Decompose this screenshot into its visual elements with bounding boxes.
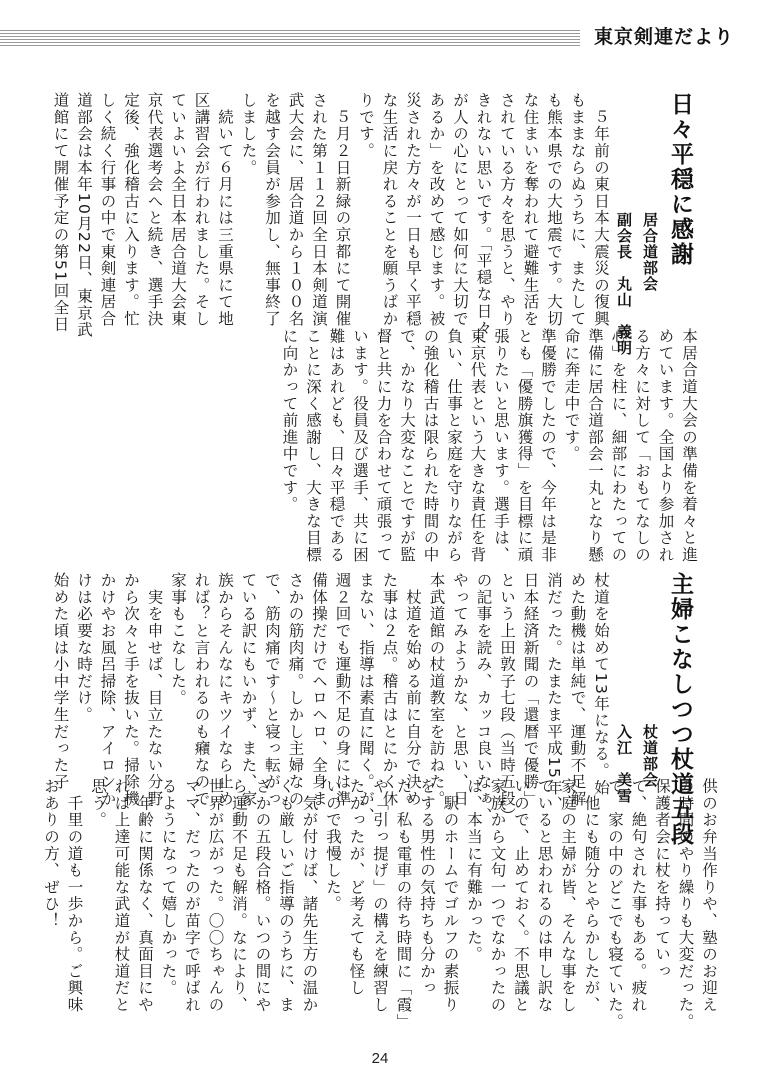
text-line: をする男性の気持ちも分かっ [418,778,436,997]
text-line: しました。 [239,92,258,176]
text-line: 千里の道も一歩から。ご興味 [65,778,84,1014]
text-line: 杖道を始めて13年になる。始 [592,572,610,796]
text-line: ことに深く感謝し、大きな目標 [304,328,322,564]
text-line: れば上達可能な武道が杖道だと [112,778,131,1014]
text-line: 負い、仕事と家庭を守りながら [445,328,463,564]
text-line: る方々に対して「おもてなしの [633,328,651,564]
article2-byline-dept: 杖道部会 [641,724,659,788]
article1-byline-name: 副会長 丸山 義明 [615,212,633,356]
text-line: の記事を読み、カッコ良いなぁ、 [474,572,493,824]
article2-byline-name: 入江 美雪 [615,724,633,804]
text-line: 準優勝でしたので、今年は是非 [539,328,557,564]
text-line: 難はあれども、日々平穏である [327,328,346,564]
text-line: 家族から文句一つでなかったの [488,778,507,1014]
text-line: います。役員及び選手、共に困 [351,328,369,564]
text-line: が人の心にとって如何に大切で [451,92,469,328]
text-line: あるか」を改めて感じます。被 [427,92,446,328]
text-line: で、筋肉痛です〜と寝っ転がっ [263,572,281,808]
text-line: しく続く行事の中で東剣連居合 [98,92,117,328]
article1-byline-dept: 居合道部会 [641,212,659,292]
text-line: 京代表選考会へと続き、選手決 [145,92,164,328]
text-line: 道館にて開催予定の第51回全日 [51,92,70,333]
text-line: 区講習会が行われました。そし [192,92,211,328]
text-line: 年齢に関係なく、真面目にや [136,778,154,1014]
text-line: て、家の中のどこでも寝ていた。 [606,778,624,1030]
text-line: ５年前の東日本大震災の復興 [592,92,610,328]
page-number: 24 [371,1050,389,1067]
text-line: た事は２点。稽古はとにかく休 [380,572,399,808]
text-line: 本武道館の杖道教室を訪ねた。 [427,572,446,808]
text-line: は、本当に有難かった。 [465,778,483,963]
text-line: 家事もこなした。 [169,572,187,707]
text-line: 備体操だけでヘロヘロ、全身ま [310,572,328,808]
text-line: さかの五段合格。いつの間にや [253,778,272,1014]
text-line: 準備に居合道部会一丸となり懸 [586,328,604,564]
text-line: 思う。 [89,778,107,829]
text-line: 始めた頃は小中学生だった子 [51,572,70,791]
text-line: 他にも随分とやらかしたが、 [582,778,601,1014]
text-line: 気が付けば、諸先生方の温か [300,778,319,1014]
text-line: から次々と手を抜いた。掃除機 [122,572,140,808]
text-line: 災された方々が一日も早く平穏 [404,92,422,328]
text-line: 東京代表という大きな責任を背 [468,328,487,564]
text-line: 張りたいと思います。選手は、 [492,328,510,564]
text-line: な生活に戻れることを願うばか [380,92,399,328]
text-line: 続いて６月には三重県にて地 [216,92,234,328]
text-line: たかったが、ど考えても怪し [347,778,366,997]
text-line: 命に奔走中です。 [562,328,581,463]
text-line: やってみようかな、と思い、日 [451,572,469,808]
text-line: いので、止めておく。不思議と [512,778,530,1014]
text-line: 供のお弁当作りや、塾のお迎え [700,778,718,1014]
text-line: ママ、だったのが苗字で呼ばれ [183,778,201,1014]
text-line: 督と共に力を合わせて頑張って [374,328,393,564]
text-line: ていると思われるのは申し訳な [535,778,554,1014]
text-line: や「引っ提げ」の構えを練習し [371,778,389,1014]
text-line: を越す会員が参加し、無事終了 [263,92,281,328]
text-line: るようになって嬉しかった。 [159,778,178,997]
article1-title: 日々平穏に感謝 [667,92,693,267]
text-line: 消だった。たまたま平成15年、 [545,572,563,813]
text-line: で、かなり大変なことですが監 [398,328,416,564]
text-line: ていよいよ全日本居合道大会東 [169,92,187,328]
text-line: 週２回でも運動不足の身には準 [333,572,352,808]
text-line: 実を申せば、目立たない分野 [145,572,164,808]
text-line: 道部会は本年10月22日、東京武 [75,92,93,339]
text-line: ている訳にもいかず、また、家 [239,572,258,808]
header-rule-lines [0,30,580,46]
text-line: れば？と言われるのも癪なので [192,572,211,808]
text-line: きれない思いです。「平穏な日々 [474,92,493,337]
text-line: 杖道を始める前に自分で決め [404,572,422,808]
text-line: めています。全国より参加され [656,328,675,564]
text-line: 保護者会に杖を持っていっ [653,778,671,980]
text-line: 武大会に、居合道から１００名 [286,92,305,328]
text-line: 族からそんなにキツイなら止め [216,572,234,808]
text-line: 駅のホームでゴルフの素振り [441,778,460,1014]
text-line: 日本経済新聞の「還暦で優勝」 [521,572,540,808]
text-line: けは必要な時だけ。 [75,572,93,724]
text-line: に向かって前進中です。 [280,328,299,513]
text-line: の強化稽古は限られた時間の中 [421,328,440,564]
text-line: も熊本県での大地震です。大切 [545,92,563,328]
text-line: ら運動不足も解消。なにより、 [230,778,248,1014]
text-line: た。私も電車の待ち時間に「霞」 [394,778,413,1030]
text-line: かけやお風呂掃除、アイロンか [98,572,117,808]
text-line: て、絶句された事もある。疲れ [629,778,648,1014]
text-line: の時間のやり繰りも大変だった。 [676,778,695,1030]
text-line: りです。 [357,92,375,160]
text-line: 本居合道大会の準備を着々と進 [680,328,698,564]
text-line: されている方々を思うと、やり [498,92,516,328]
text-line: 家庭の主婦が皆、そんな事をし [559,778,577,1014]
text-line: された第１１２回全日本剣道演 [310,92,328,328]
text-line: さかの筋肉痛。しかし主婦なの [286,572,305,808]
article1-column-bottom [280,328,700,564]
article2-title: 主婦こなしつつ杖道五段 [667,572,693,847]
text-line: 定後、強化稽古に入ります。忙 [122,92,140,328]
text-line: おありの方、ぜひ！ [42,778,60,930]
text-line: 心」を柱に、細部にわたっての [609,328,628,564]
text-line: という上田敦子七段（当時五段） [498,572,516,824]
text-line: くも厳しいご指導のうちに、ま [277,778,295,1014]
text-line: いので我慢した。 [324,778,342,913]
newsletter-title: 東京剣連だより [594,26,735,48]
text-line: めた動機は単純で、運動不足解 [568,572,587,808]
text-line: もままならぬうちに、またして [568,92,587,328]
text-line: 世界が広がった。〇〇ちゃんの [206,778,225,1014]
article2-column-bottom [20,778,720,1030]
text-line: ５月２日新緑の京都にて開催 [333,92,352,328]
text-line: とも「優勝旗獲得」を目標に頑 [515,328,534,564]
text-line: な住まいを奪われて避難生活を [521,92,540,328]
text-line: まない、指導は素直に聞く。が、 [357,572,375,824]
